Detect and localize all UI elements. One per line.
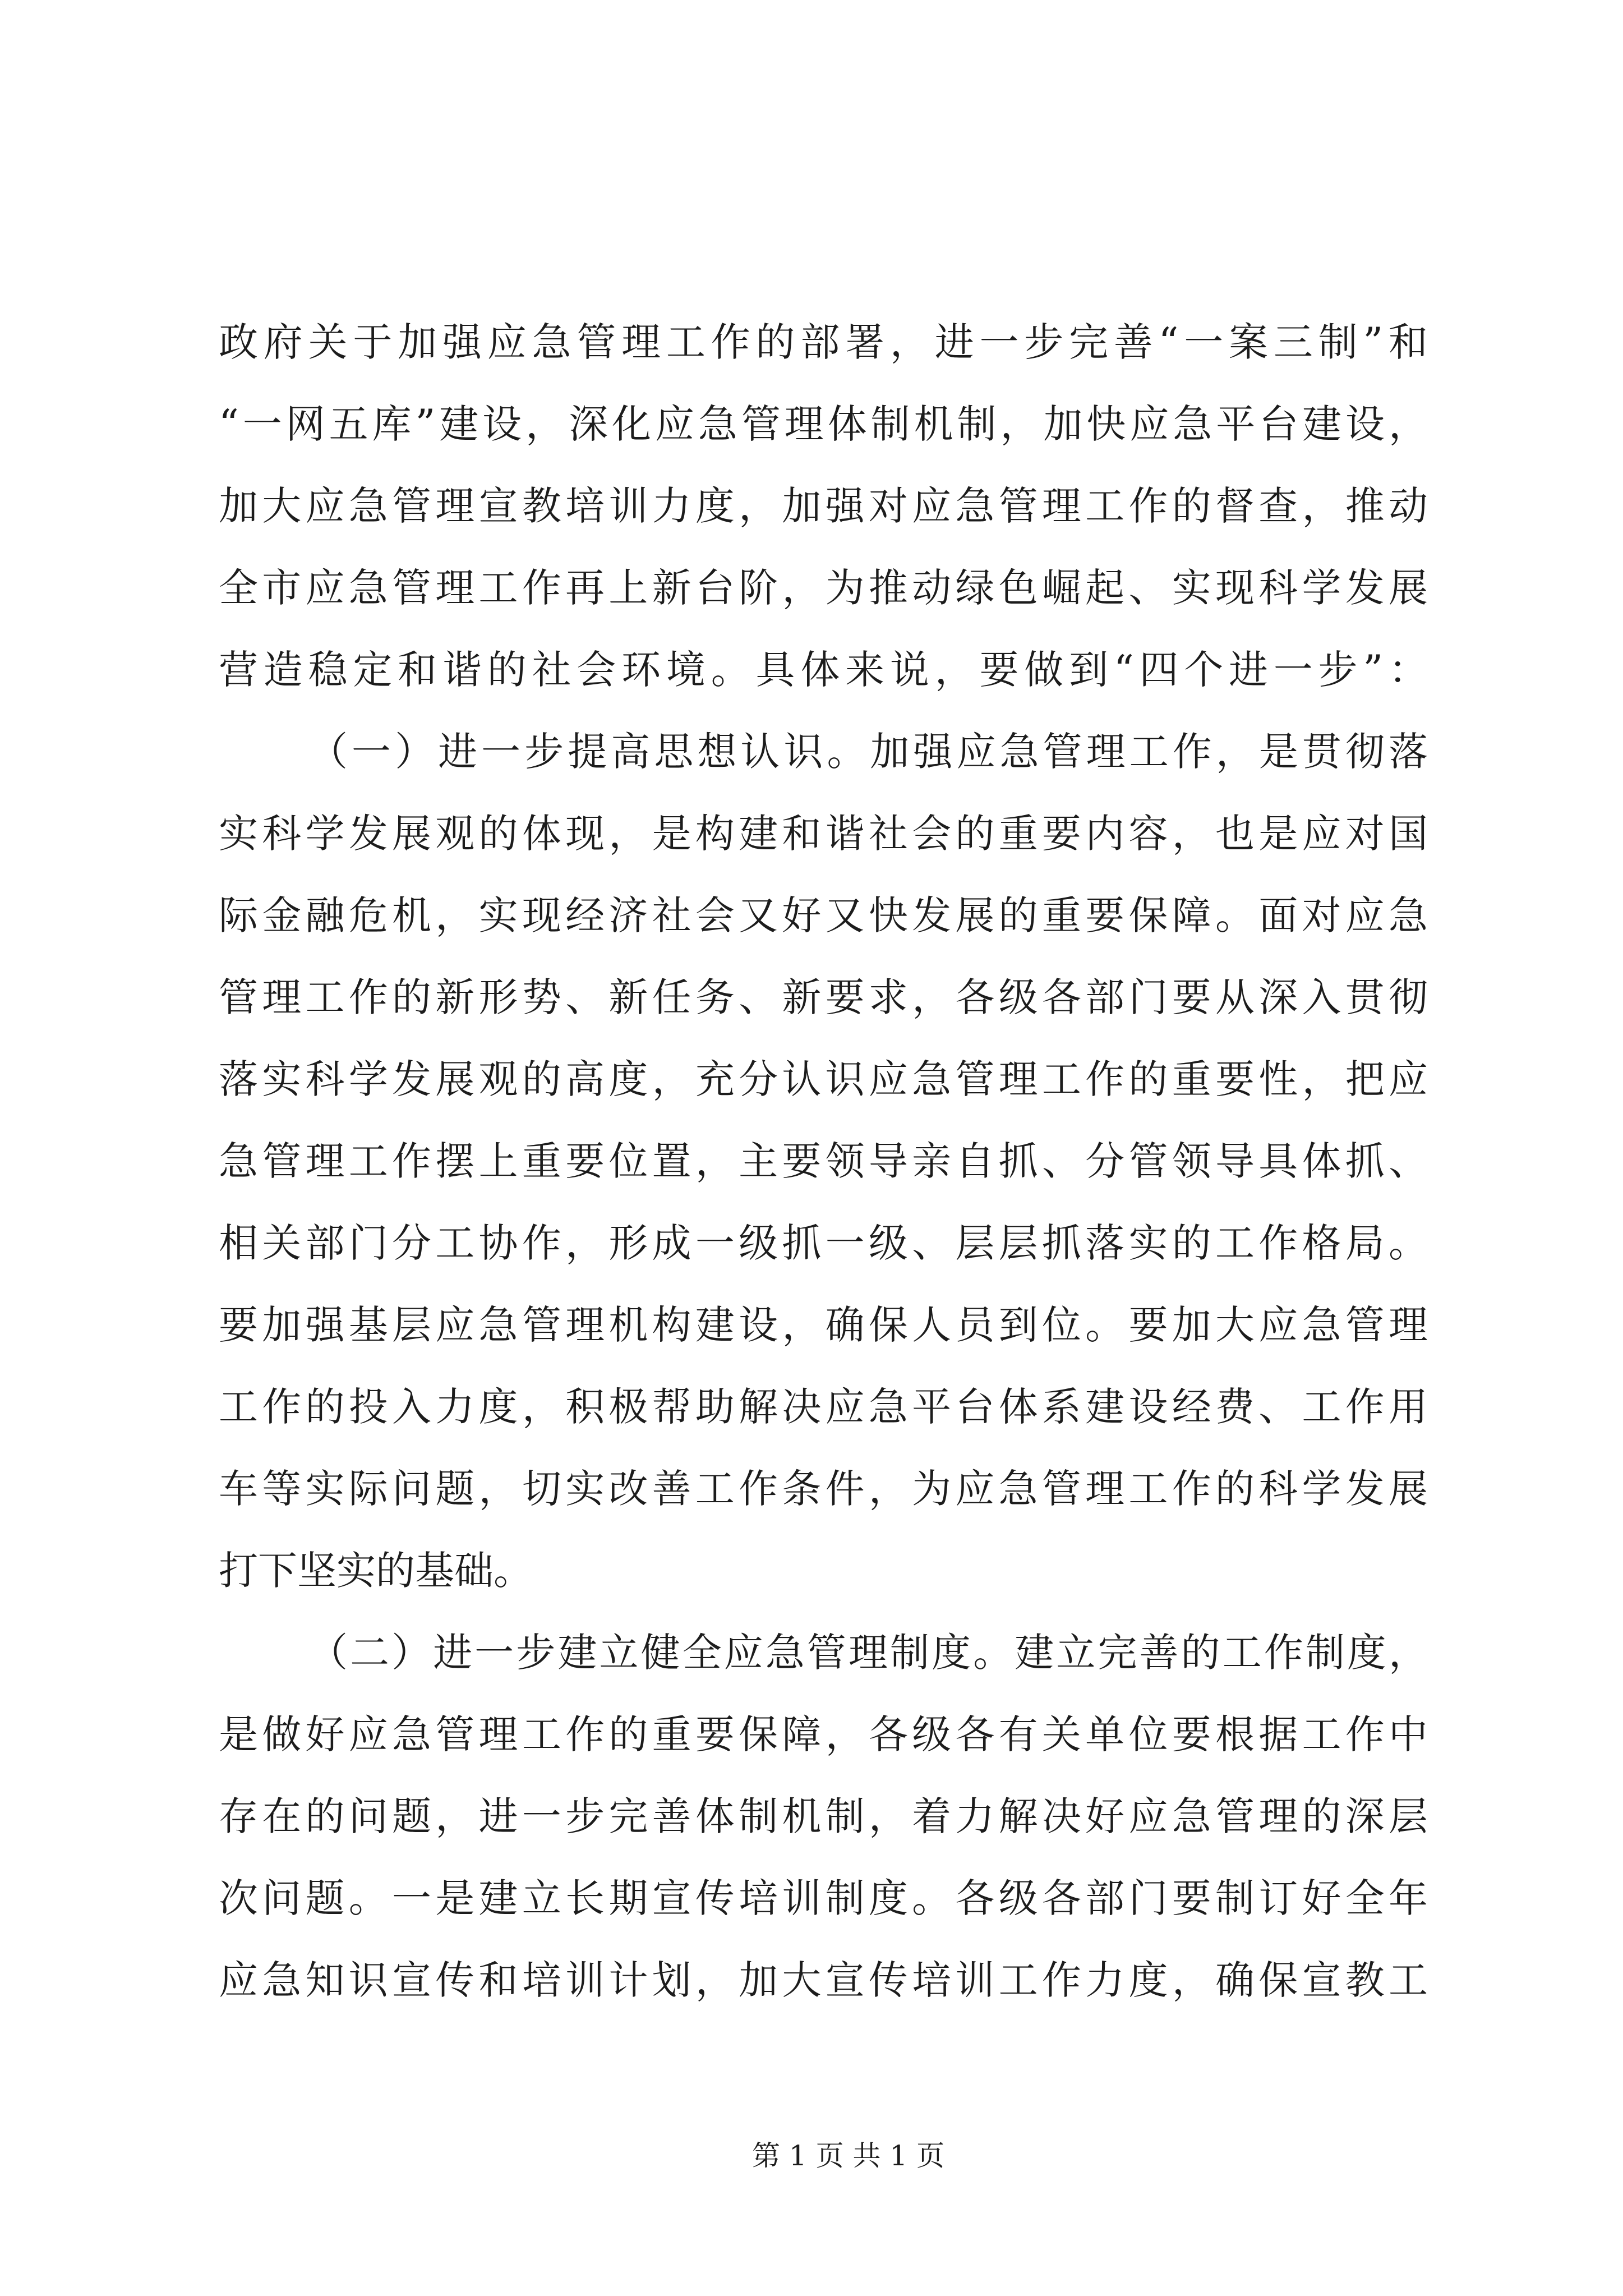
text-line: 存在的问题，进一步完善体制机制，着力解决好应急管理的深层 bbox=[219, 1793, 1428, 1839]
text-line: 加大应急管理宣教培训力度，加强对应急管理工作的督查，推动 bbox=[219, 483, 1428, 529]
text-line: 工作的投入力度，积极帮助解决应急平台体系建设经费、工作用 bbox=[219, 1384, 1428, 1430]
section-heading-line: （二）进一步建立健全应急管理制度。建立完善的工作制度， bbox=[308, 1630, 1428, 1676]
text-line: 应急知识宣传和培训计划，加大宣传培训工作力度，确保宣教工 bbox=[219, 1957, 1428, 2003]
section-heading-line: （一）进一步提高思想认识。加强应急管理工作，是贯彻落 bbox=[308, 729, 1428, 775]
document-body bbox=[219, 301, 1428, 2021]
text-line: 次问题。一是建立长期宣传培训制度。各级各部门要制订好全年 bbox=[219, 1875, 1428, 1921]
text-line: 营造稳定和谐的社会环境。具体来说，要做到“四个进一步”： bbox=[219, 647, 1428, 693]
text-line: 车等实际问题，切实改善工作条件，为应急管理工作的科学发展 bbox=[219, 1466, 1428, 1512]
text-line: 政府关于加强应急管理工作的部署，进一步完善“一案三制”和 bbox=[219, 319, 1428, 365]
paragraph-continuation bbox=[219, 301, 1428, 711]
text-line: 落实科学发展观的高度，充分认识应急管理工作的重要性，把应 bbox=[219, 1056, 1428, 1102]
paragraph-section-2 bbox=[219, 1612, 1428, 2021]
text-line: 要加强基层应急管理机构建设，确保人员到位。要加大应急管理 bbox=[219, 1302, 1428, 1348]
text-line: 管理工作的新形势、新任务、新要求，各级各部门要从深入贯彻 bbox=[219, 974, 1428, 1020]
text-line: 急管理工作摆上重要位置，主要领导亲自抓、分管领导具体抓、 bbox=[219, 1138, 1428, 1184]
text-line: 相关部门分工协作，形成一级抓一级、层层抓落实的工作格局。 bbox=[219, 1220, 1428, 1266]
text-line: 际金融危机，实现经济社会又好又快发展的重要保障。面对应急 bbox=[219, 892, 1428, 938]
text-line: 实科学发展观的体现，是构建和谐社会的重要内容，也是应对国 bbox=[219, 811, 1428, 857]
text-line: 打下坚实的基础。 bbox=[219, 1548, 533, 1594]
text-line: “一网五库”建设，深化应急管理体制机制，加快应急平台建设， bbox=[219, 401, 1428, 447]
page-number-footer: 第 1 页 共 1 页 bbox=[752, 2139, 945, 2172]
paragraph-section-1 bbox=[219, 711, 1428, 1612]
text-line: 全市应急管理工作再上新台阶，为推动绿色崛起、实现科学发展 bbox=[219, 565, 1428, 611]
text-line: 是做好应急管理工作的重要保障，各级各有关单位要根据工作中 bbox=[219, 1711, 1428, 1757]
